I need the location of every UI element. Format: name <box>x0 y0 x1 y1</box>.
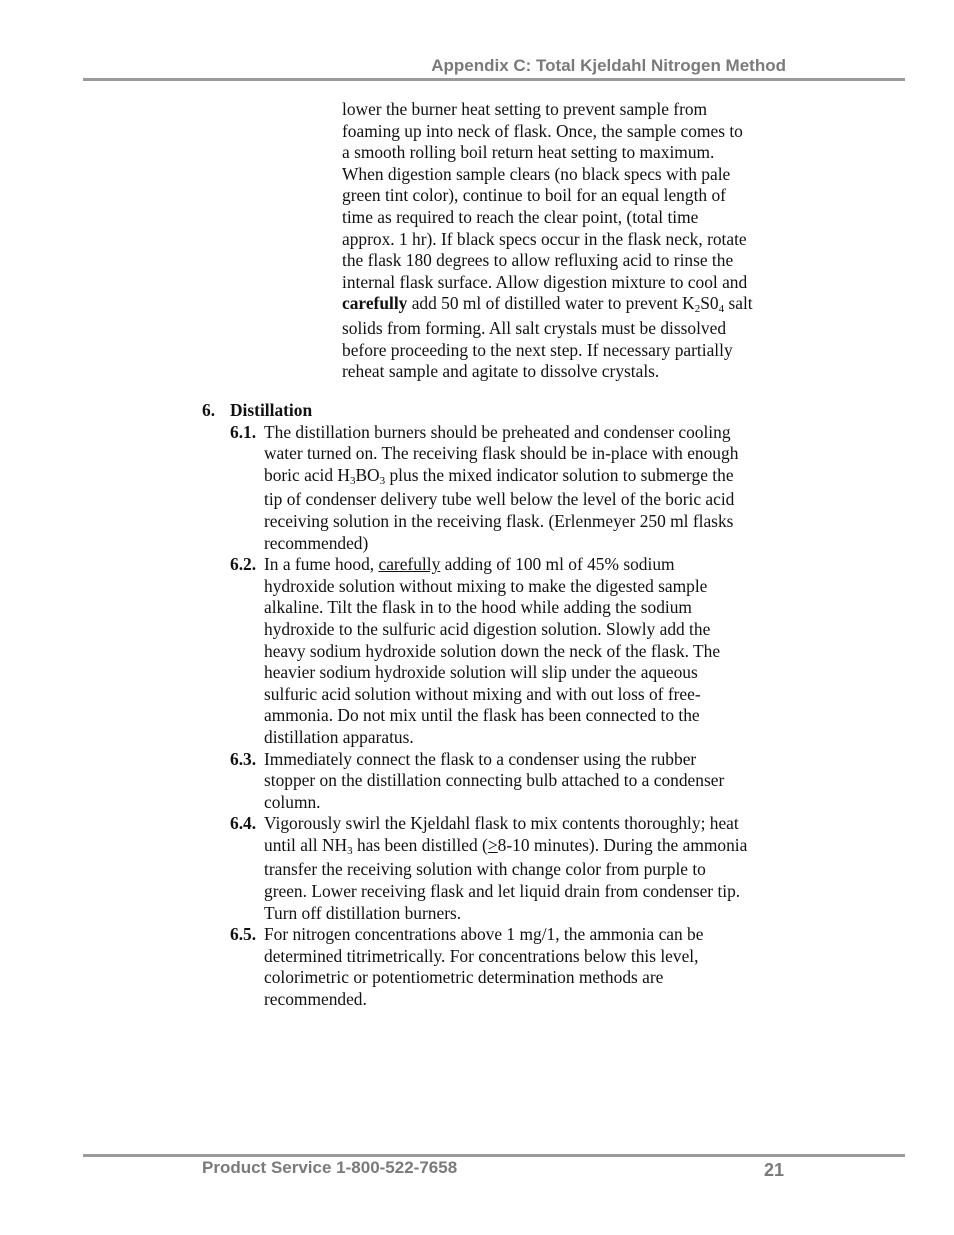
text-line: colorimetric or potentiometric determination methods are <box>264 967 664 988</box>
text-line: recommended. <box>264 989 367 1010</box>
text-fragment: S0 <box>700 293 719 314</box>
step-number: 6.1. <box>230 421 257 442</box>
text-line: foaming up into neck of flask. Once, the sample comes to <box>342 120 743 141</box>
step-6-4 <box>202 813 802 924</box>
subscript: 3 <box>349 474 356 487</box>
text-fragment: adding of 100 ml of 45% sodium <box>440 554 675 575</box>
text-line: heavy sodium hydroxide solution down the neck of the flask. The <box>264 640 721 661</box>
text-line: recommended) <box>264 532 369 553</box>
section-heading <box>202 400 802 422</box>
text-line <box>342 293 792 318</box>
text-line <box>264 835 802 860</box>
running-header-title: Appendix C: Total Kjeldahl Nitrogen Method <box>431 56 786 75</box>
text-line: transfer the receiving solution with change color from purple to <box>264 859 706 880</box>
text-line: determined titrimetrically. For concentrations below this level, <box>264 945 699 966</box>
text-line: internal flask surface. Allow digestion mixture to cool and <box>342 271 748 292</box>
text-line: time as required to reach the clear point, (total time <box>342 206 699 227</box>
text-line: The distillation burners should be preheated and condenser cooling <box>264 421 731 442</box>
text-fragment: has been distilled ( <box>352 834 488 855</box>
step-body <box>264 749 802 814</box>
text-line: before proceeding to the next step. If necessary partially <box>342 339 733 360</box>
step-6-1 <box>202 422 802 555</box>
emphasis-carefully: carefully <box>378 554 441 575</box>
text-line: column. <box>264 791 321 812</box>
footer-product-service: Product Service 1-800-522-7658 <box>202 1158 458 1177</box>
text-line: a smooth rolling boil return heat setting to maximum. <box>342 142 715 163</box>
step-body <box>264 422 802 555</box>
step-6-3 <box>202 749 802 814</box>
text-fragment: plus the mixed indicator solution to submerge the <box>385 464 734 485</box>
intro-paragraph <box>342 99 792 383</box>
text-fragment: salt <box>724 293 753 314</box>
text-line: Immediately connect the flask to a condenser using the rubber <box>264 748 697 769</box>
text-line: receiving solution in the receiving flask. (Erlenmeyer 250 ml flasks <box>264 510 734 531</box>
subscript: 2 <box>694 303 701 316</box>
section-title: Distillation <box>230 400 313 420</box>
text-line: hydroxide to the sulfuric acid digestion solution. Slowly add the <box>264 618 711 639</box>
step-number: 6.3. <box>230 748 257 769</box>
header-rule <box>83 78 905 81</box>
text-line: stopper on the distillation connecting bulb attached to a condenser <box>264 770 725 791</box>
text-line: green. Lower receiving flask and let liquid drain from condenser tip. <box>264 881 741 902</box>
step-body <box>264 813 802 924</box>
text-line: Vigorously swirl the Kjeldahl flask to mix contents thoroughly; heat <box>264 813 739 834</box>
text-fragment: boric acid H <box>264 464 350 485</box>
text-line: approx. 1 hr). If black specs occur in the flask neck, rotate <box>342 228 747 249</box>
text-line: hydroxide solution without mixing to make the digested sample <box>264 575 708 596</box>
text-line: water turned on. The receiving flask should be in-place with enough <box>264 443 739 464</box>
text-line: reheat sample and agitate to dissolve crystals. <box>342 361 660 382</box>
text-line: ammonia. Do not mix until the flask has been connected to the <box>264 705 700 726</box>
text-line: lower the burner heat setting to prevent sample from <box>342 99 708 119</box>
text-fragment: until all NH <box>264 834 348 855</box>
text-line: Turn off distillation burners. <box>264 902 462 923</box>
page-number: 21 <box>763 1160 784 1180</box>
step-6-5 <box>202 924 802 1010</box>
text-line: sulfuric acid solution without mixing and with out loss of free- <box>264 683 701 704</box>
subscript: 3 <box>347 844 353 857</box>
text-fragment: add 50 ml of distilled water to prevent K <box>407 293 695 314</box>
text-line <box>264 554 802 576</box>
text-line: When digestion sample clears (no black specs with pale <box>342 163 731 184</box>
greater-or-equal-sign: > <box>487 834 498 855</box>
text-line: alkaline. Tilt the flask in to the hood while adding the sodium <box>264 597 692 618</box>
text-line <box>264 465 802 490</box>
text-fragment: BO <box>355 464 380 485</box>
text-line: green tint color), continue to boil for an equal length of <box>342 185 726 206</box>
step-body <box>264 924 802 1010</box>
text-fragment: 8-10 minutes). During the ammonia <box>497 834 748 855</box>
text-line: the flask 180 degrees to allow refluxing acid to rinse the <box>342 250 734 271</box>
subscript: 3 <box>379 474 386 487</box>
section-distillation <box>202 400 802 1011</box>
step-number: 6.5. <box>230 924 257 945</box>
subscript: 4 <box>718 303 725 316</box>
footer-rule <box>83 1154 905 1157</box>
step-number: 6.4. <box>230 813 257 834</box>
text-line: For nitrogen concentrations above 1 mg/1, the ammonia can be <box>264 924 704 945</box>
text-line: heavier sodium hydroxide solution will slip under the aqueous <box>264 662 698 683</box>
text-line: tip of condenser delivery tube well below the level of the boric acid <box>264 489 735 510</box>
text-line: distillation apparatus. <box>264 726 414 747</box>
emphasis-carefully: carefully <box>342 293 408 314</box>
step-number: 6.2. <box>230 554 257 575</box>
step-body <box>264 554 802 748</box>
text-fragment: In a fume hood, <box>264 554 379 575</box>
step-6-2 <box>202 554 802 748</box>
section-number: 6. <box>202 400 216 420</box>
text-line: solids from forming. All salt crystals must be dissolved <box>342 317 727 338</box>
